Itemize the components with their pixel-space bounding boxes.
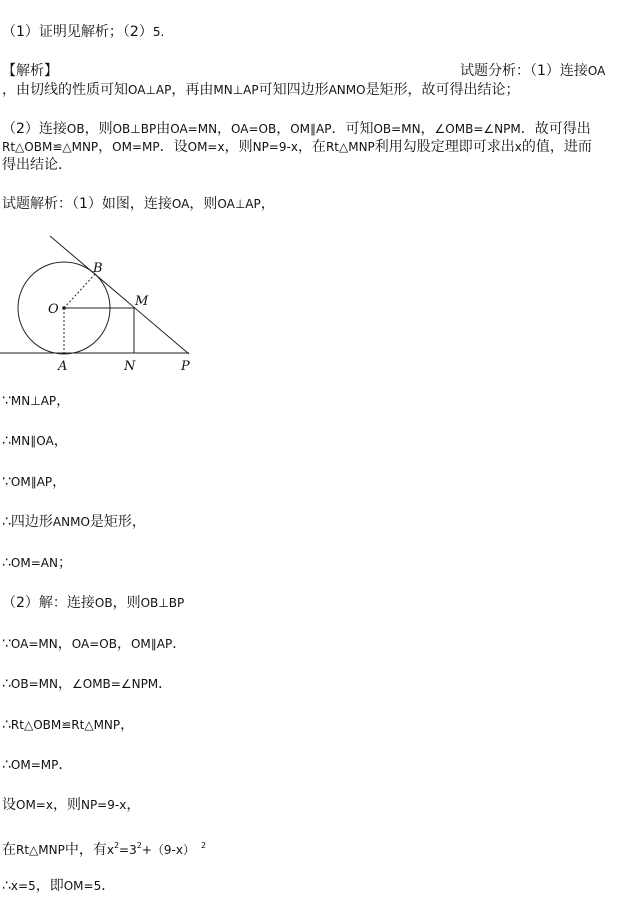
analysis-line-2: ，由切线的性质可知OA⊥AP，再由MN⊥AP可知四边形ANMO是矩形，故可得出结论； — [2, 82, 520, 98]
part2-step-3: ∴Rt△OBM≌Rt△MNP， — [2, 717, 135, 733]
part1-step-5: ∴OM=AN； — [2, 555, 72, 571]
answer-text: （1）证明见解析；（2） — [2, 24, 153, 40]
label-o: O — [48, 302, 59, 317]
center-dot — [62, 306, 66, 310]
label-n: N — [124, 359, 136, 374]
analysis-line-4: Rt△OBM≌△MNP，OM=MP．设OM=x，则NP=9-x，在Rt△MNP利用勾股定理即可求出x的值，进而 — [2, 139, 592, 155]
part2-step-4: ∴OM=MP． — [2, 757, 73, 773]
geometry-figure — [0, 228, 200, 378]
label-a: A — [58, 359, 68, 374]
part2-step-5: 设OM=x，则NP=9-x， — [2, 797, 141, 813]
part1-step-3: ∵OM∥AP， — [2, 474, 67, 490]
part1-step-1: ∵MN⊥AP， — [2, 393, 71, 409]
part2-intro: （2）解：连接OB，则OB⊥BP — [2, 595, 185, 611]
part2-step-2: ∴OB=MN，∠OMB=∠NPM． — [2, 676, 173, 692]
part1-step-4: ∴四边形ANMO是矩形， — [2, 514, 146, 530]
answer-value: 5. — [152, 25, 165, 39]
answer-line — [2, 23, 164, 41]
dashed-ob — [64, 273, 96, 308]
tangent-line-bp — [50, 236, 189, 354]
part2-step-1: ∵OA=MN，OA=OB，OM∥AP． — [2, 636, 187, 652]
analysis-line-5: 得出结论． — [2, 157, 72, 173]
label-p: P — [181, 359, 190, 374]
label-b: B — [93, 261, 103, 276]
conclusion-line: ∴x=5，即OM=5． — [2, 878, 116, 894]
analysis-heading: 【解析】 — [2, 63, 58, 79]
part1-step-2: ∴MN∥OA， — [2, 433, 68, 449]
solution-intro: 试题解析：（1）如图，连接OA，则OA⊥AP， — [2, 196, 275, 212]
analysis-line-3: （2）连接OB，则OB⊥BP由OA=MN，OA=OB，OM∥AP．可知OB=MN，∠OMB=∠NPM．故可得出 — [2, 121, 591, 137]
label-m: M — [135, 294, 149, 309]
pythagoras-line: 在Rt△MNP中，有$x^2=3^2+(9-x)$ $^2$ — [2, 841, 207, 858]
analysis-label: 试题分析：（1）连接OA — [460, 63, 606, 79]
